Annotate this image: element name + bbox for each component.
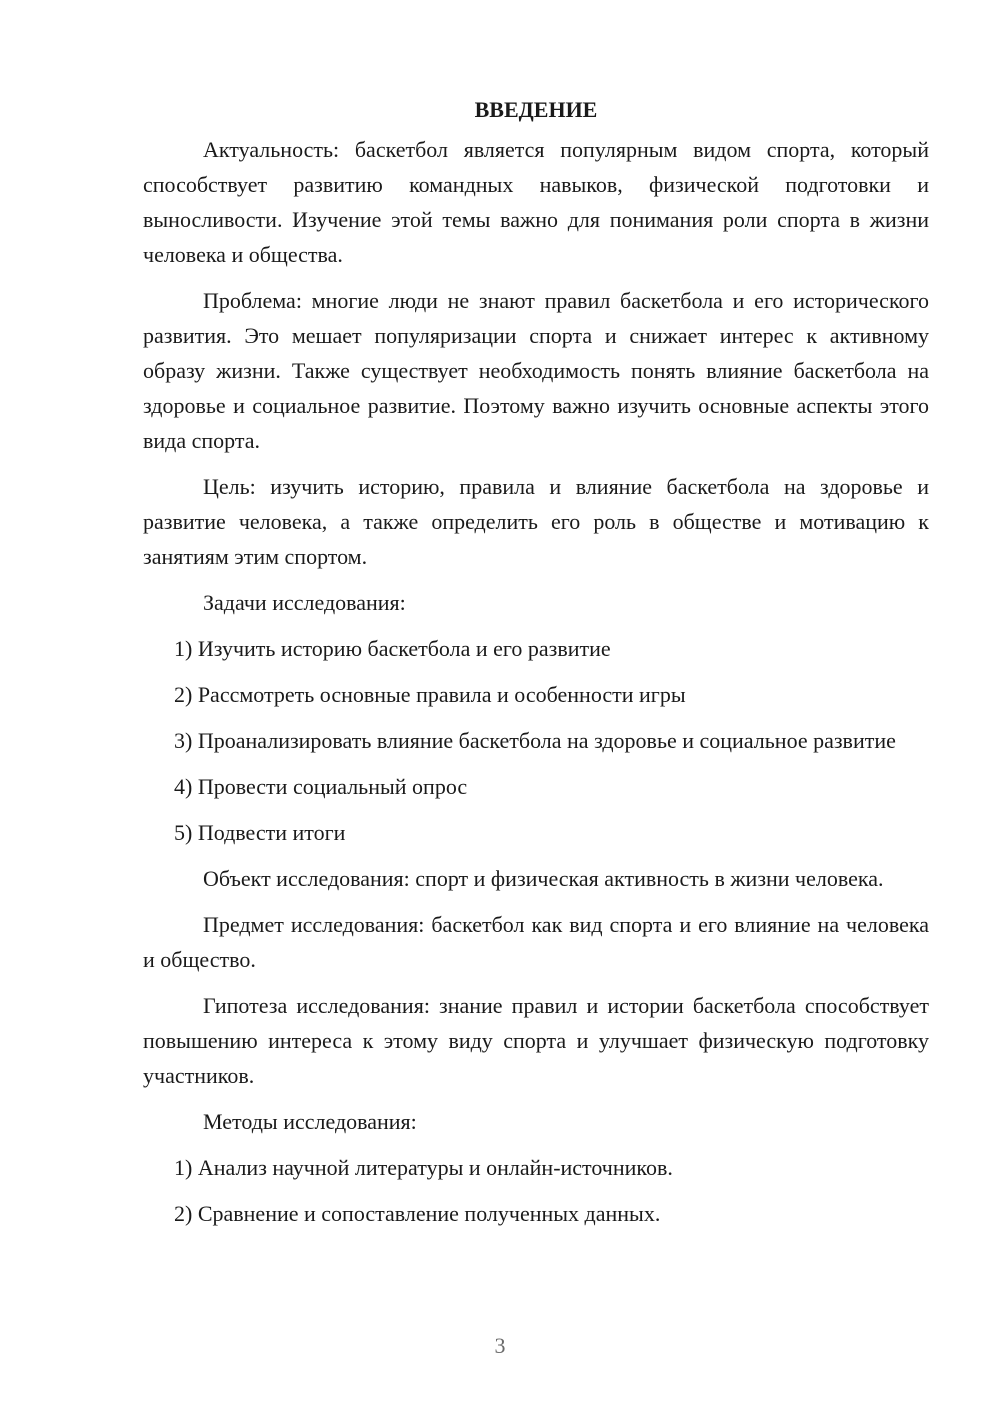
tasks-heading: Задачи исследования:: [203, 590, 406, 615]
method-item-1: 1) Анализ научной литературы и онлайн-источников.: [174, 1155, 673, 1180]
object-paragraph: Объект исследования: спорт и физическая активность в жизни человека.: [203, 866, 884, 891]
document-page: [143, 88, 929, 1242]
task-item-4: 4) Провести социальный опрос: [174, 774, 468, 799]
task-item-5: 5) Подвести итоги: [174, 820, 346, 845]
section-title: ВВЕДЕНИЕ: [474, 97, 598, 122]
subject-paragraph: Предмет исследования: баскетбол как вид спорта и его влияние на человека и общество.: [143, 912, 929, 972]
task-item-3: 3) Проанализировать влияние баскетбола на здоровье и социальное развитие: [174, 728, 896, 753]
task-item-1: 1) Изучить историю баскетбола и его развитие: [174, 636, 611, 661]
task-item-2: 2) Рассмотреть основные правила и особенности игры: [174, 682, 686, 707]
method-item-2: 2) Сравнение и сопоставление полученных данных.: [174, 1201, 661, 1226]
relevance-paragraph: Актуальность: баскетбол является популярным видом спорта, который способствует развитию командных навыков, физической подготовки и выносливости. Изучение этой темы важно для понимания роли спорта в жизни человека и общества.: [143, 137, 929, 267]
problem-paragraph: Проблема: многие люди не знают правил баскетбола и его исторического развития. Это мешает популяризации спорта и снижает интерес к активному образу жизни. Также существует необходимость понять влияние баскетбола на здоровье и социальное развитие. Поэтому важно изучить основные аспекты этого вида спорта.: [143, 288, 929, 453]
methods-heading: Методы исследования:: [203, 1109, 417, 1134]
hypothesis-paragraph: Гипотеза исследования: знание правил и истории баскетбола способствует повышению интереса к этому виду спорта и улучшает физическую подготовку участников.: [143, 993, 929, 1088]
goal-paragraph: Цель: изучить историю, правила и влияние баскетбола на здоровье и развитие человека, а также определить его роль в обществе и мотивацию к занятиям этим спортом.: [143, 474, 929, 569]
page-number: 3: [494, 1333, 506, 1358]
